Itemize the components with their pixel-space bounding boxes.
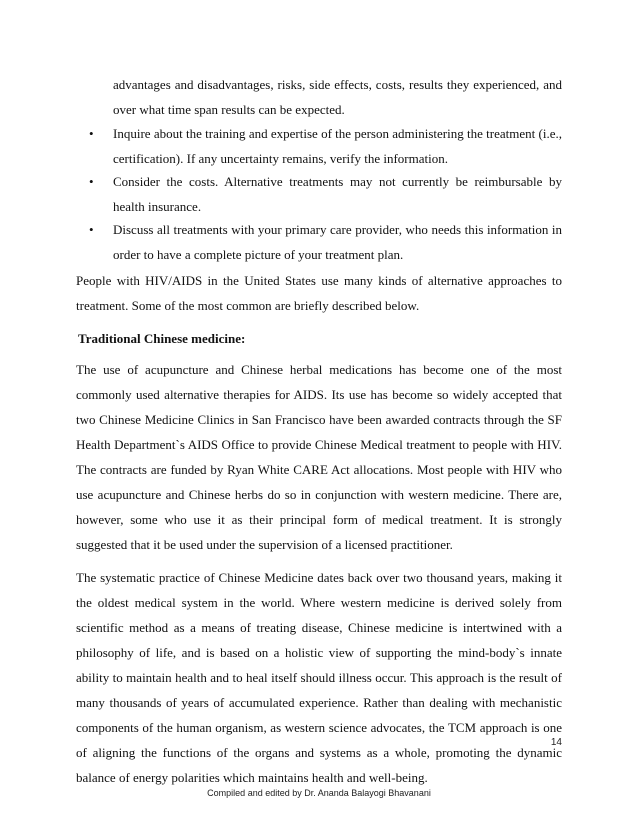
page-number: 14 (550, 737, 562, 748)
bullet-text: Inquire about the training and expertise of the person administering the treatment (i.e., certification). If any uncertainty remains, verify the information. (113, 126, 562, 166)
paragraph-history: The systematic practice of Chinese Medicine dates back over two thousand years, making it the oldest medical system in the world. Where western medicine is derived solely from scientific method as a means of treating disease, Chinese medicine is intertwined with a philosophy of life, and is based on a holistic view of supporting the mind-body`s innate ability to maintain health and to heal itself should illness occur. This approach is the result of many thousands of years of accumulated experience. Rather than dealing with mechanistic components of the human organism, as western science advocates, the TCM approach is one of aligning the functions of the organs and systems as a whole, promoting the dynamic balance of energy polarities which maintains health and well-being. (76, 570, 562, 785)
bullet-list (76, 121, 562, 265)
body-text (76, 268, 562, 798)
page-footer: Compiled and edited by Dr. Ananda Balayogi Bhavanani (207, 788, 431, 798)
continued-bullet-text: advantages and disadvantages, risks, side effects, costs, results they experienced, and over what time span results can be expected. (113, 77, 562, 117)
bullet-item (76, 217, 562, 265)
paragraph-acupuncture: The use of acupuncture and Chinese herbal medications has become one of the most commonly used alternative therapies for AIDS. Its use has become so widely accepted that two Chinese Medicine Clinics in San Francisco have been awarded contracts through the SF Health Department`s AIDS Office to provide Chinese Medical treatment to people with HIV. The contracts are funded by Ryan White CARE Act allocations. Most people with HIV who use acupuncture and Chinese herbs do so in conjunction with western medicine. There are, however, some who use it as their principal form of medical treatment. It is strongly suggested that it be used under the supervision of a licensed practitioner. (76, 362, 562, 552)
bullet-marker: • (89, 174, 94, 189)
bullet-marker: • (89, 222, 94, 237)
intro-paragraph: People with HIV/AIDS in the United States use many kinds of alternative approaches to treatment. Some of the most common are briefly described below. (76, 273, 562, 313)
section-heading: Traditional Chinese medicine: (78, 331, 246, 346)
bullet-item (76, 169, 562, 217)
bullet-text: Discuss all treatments with your primary care provider, who needs this information in order to have a complete picture of your treatment plan. (113, 222, 562, 262)
bullet-marker: • (89, 126, 94, 141)
bullet-text: Consider the costs. Alternative treatments may not currently be reimbursable by health insurance. (113, 174, 562, 214)
bullet-item (76, 121, 562, 169)
